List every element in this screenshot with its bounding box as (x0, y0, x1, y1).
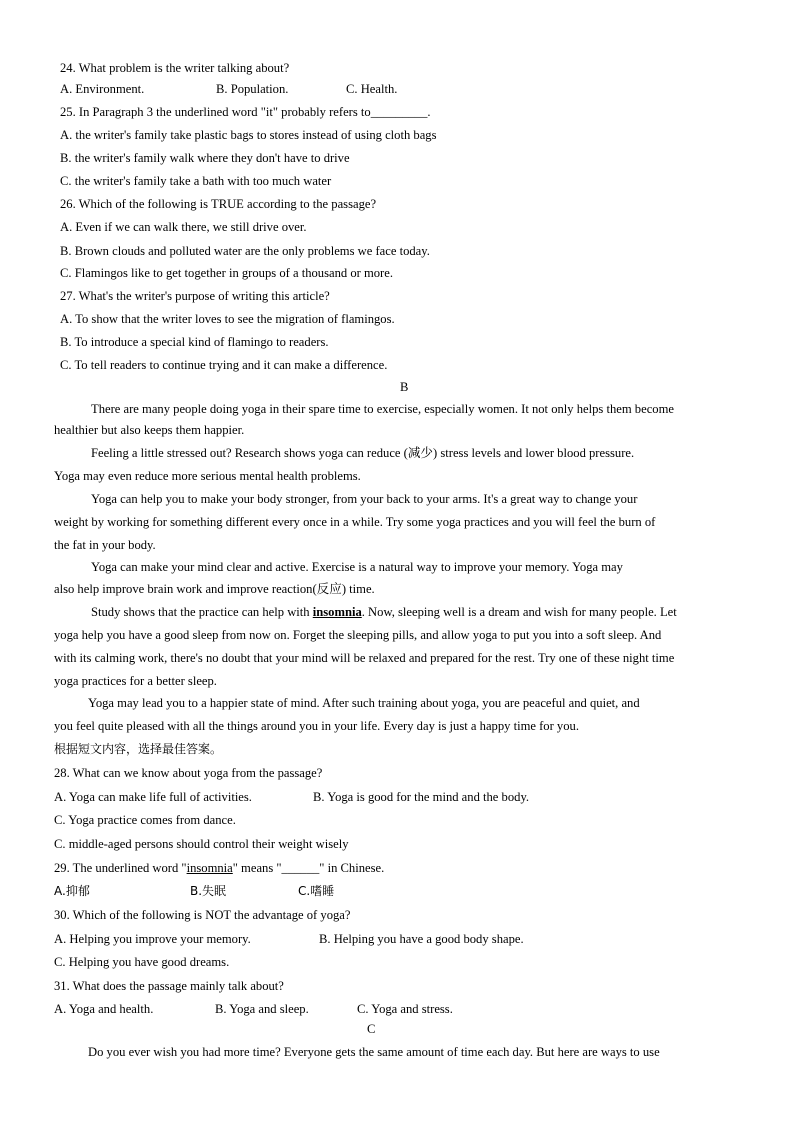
q31-option-b: B. Yoga and sleep. (215, 1002, 309, 1016)
passage-b-p5-line2: yoga help you have a good sleep from now on. Forget the sleeping pills, and allow yoga to put you into a soft sleep. And (54, 628, 662, 642)
q26-option-c: C. Flamingos like to get together in groups of a thousand or more. (60, 266, 393, 280)
q26-option-a: A. Even if we can walk there, we still drive over. (60, 220, 307, 234)
q29-stem (54, 860, 384, 876)
passage-b-p2-line1: Feeling a little stressed out? Research shows yoga can reduce (减少) stress levels and lower blood pressure. (91, 446, 635, 460)
passage-b-p3-line3: the fat in your body. (54, 538, 156, 552)
q30-option-b: B. Helping you have a good body shape. (319, 932, 524, 946)
q31-stem: 31. What does the passage mainly talk about? (54, 979, 284, 993)
passage-b-p5-line4: yoga practices for a better sleep. (54, 674, 217, 688)
q30-option-c: C. Helping you have good dreams. (54, 955, 230, 969)
q30-stem: 30. Which of the following is NOT the advantage of yoga? (54, 908, 351, 922)
q29-option-c: C.嗜睡 (298, 884, 335, 898)
passage-b-p5-line3: with its calming work, there's no doubt that your mind will be relaxed and prepared for the rest. Try one of these night time (54, 651, 675, 665)
passage-b-p3-line1: Yoga can help you to make your body stronger, from your back to your arms. It's a great way to change your (91, 492, 638, 506)
q28-option-b: B. Yoga is good for the mind and the body. (313, 790, 530, 804)
q28-option-c: C. Yoga practice comes from dance. (54, 813, 236, 827)
p5-line1-pre: Study shows that the practice can help with (91, 605, 313, 619)
section-c-heading: C (367, 1022, 376, 1036)
q27-option-c: C. To tell readers to continue trying and it can make a difference. (60, 358, 388, 372)
underlined-word-insomnia: insomnia (312, 605, 362, 619)
p5-line1-post: . Now, sleeping well is a dream and wish for many people. Let (361, 605, 677, 619)
passage-b-p6-line2: you feel quite pleased with all the things around you in your life. Every day is just a happy time for you. (54, 719, 579, 733)
passage-b-p5-line1 (91, 604, 677, 620)
passage-b-p6-line1: Yoga may lead you to a happier state of mind. After such training about yoga, you are peaceful and quiet, and (88, 696, 640, 710)
passage-b-p4-line1: Yoga can make your mind clear and active. Exercise is a natural way to improve your memory. Yoga may (91, 560, 623, 574)
q28-option-c-extra: C. middle-aged persons should control their weight wisely (54, 837, 349, 851)
q25-option-a: A. the writer's family take plastic bags to stores instead of using cloth bags (60, 128, 437, 142)
q29-stem-post: " means "______" in Chinese. (232, 861, 385, 875)
section-b-instruction: 根据短文内容，选择最佳答案。 (54, 742, 223, 756)
q29-option-b: B.失眠 (190, 884, 227, 898)
passage-b-p1-line2: healthier but also keeps them happier. (54, 423, 245, 437)
q25-option-c: C. the writer's family take a bath with too much water (60, 174, 332, 188)
q25-option-b: B. the writer's family walk where they don't have to drive (60, 151, 350, 165)
q27-option-b: B. To introduce a special kind of flamingo to readers. (60, 335, 329, 349)
q29-underlined-word: insomnia (186, 861, 233, 875)
passage-c-p1-line1: Do you ever wish you had more time? Everyone gets the same amount of time each day. But here are ways to use (88, 1045, 660, 1059)
q27-stem: 27. What's the writer's purpose of writing this article? (60, 289, 330, 303)
section-b-heading: B (400, 380, 409, 394)
q25-stem: 25. In Paragraph 3 the underlined word "it" probably refers to_________. (60, 105, 431, 119)
q29-stem-pre: 29. The underlined word " (54, 861, 187, 875)
q24-option-b: B. Population. (216, 82, 289, 96)
q24-stem: 24. What problem is the writer talking about? (60, 61, 290, 75)
passage-b-p3-line2: weight by working for something different every once in a while. Try some yoga practices and you will feel the burn of (54, 515, 656, 529)
passage-b-p4-line2: also help improve brain work and improve reaction(反应) time. (54, 582, 375, 596)
q24-option-a: A. Environment. (60, 82, 145, 96)
q24-option-c: C. Health. (346, 82, 398, 96)
q31-option-c: C. Yoga and stress. (357, 1002, 453, 1016)
q29-option-a: A.抑郁 (54, 884, 90, 898)
q28-option-a: A. Yoga can make life full of activities. (54, 790, 252, 804)
q31-option-a: A. Yoga and health. (54, 1002, 154, 1016)
q26-option-b: B. Brown clouds and polluted water are the only problems we face today. (60, 244, 430, 258)
q27-option-a: A. To show that the writer loves to see the migration of flamingos. (60, 312, 395, 326)
q26-stem: 26. Which of the following is TRUE according to the passage? (60, 197, 377, 211)
passage-b-p2-line2: Yoga may even reduce more serious mental health problems. (54, 469, 361, 483)
passage-b-p1-line1: There are many people doing yoga in their spare time to exercise, especially women. It not only helps them become (91, 402, 674, 416)
q30-option-a: A. Helping you improve your memory. (54, 932, 251, 946)
q28-stem: 28. What can we know about yoga from the passage? (54, 766, 323, 780)
